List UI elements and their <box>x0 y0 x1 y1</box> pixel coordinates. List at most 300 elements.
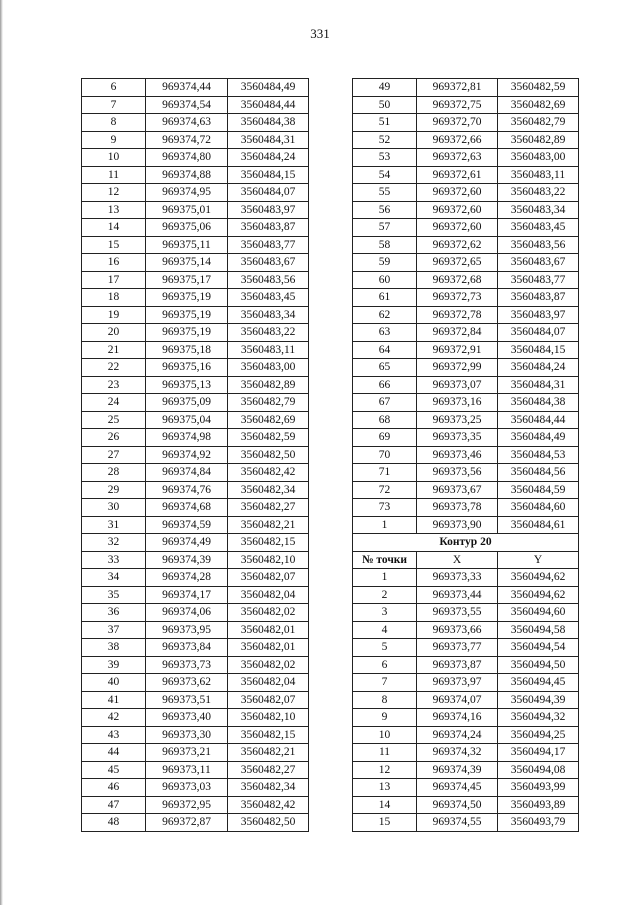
table-row <box>353 166 579 184</box>
table-row <box>353 744 579 762</box>
x-coordinate-cell: 969373,84 <box>146 639 228 657</box>
x-coordinate-cell: 969373,67 <box>417 481 498 499</box>
y-coordinate-cell: 3560482,27 <box>228 761 309 779</box>
table-row <box>353 604 579 622</box>
x-coordinate-cell: 969375,06 <box>146 219 228 237</box>
table-row <box>82 516 309 534</box>
coordinates-table-right-bottom-body <box>353 569 579 832</box>
point-number-cell: 8 <box>82 114 146 132</box>
x-coordinate-cell: 969375,11 <box>146 236 228 254</box>
page-number: 331 <box>310 26 330 41</box>
y-coordinate-cell: 3560482,15 <box>228 726 309 744</box>
x-coordinate-cell: 969373,03 <box>146 779 228 797</box>
x-coordinate-cell: 969375,18 <box>146 341 228 359</box>
table-row <box>353 394 579 412</box>
y-coordinate-cell: 3560483,22 <box>498 184 579 202</box>
point-number-cell: 2 <box>353 586 417 604</box>
x-coordinate-cell: 969374,88 <box>146 166 228 184</box>
point-number-cell: 39 <box>82 656 146 674</box>
x-coordinate-cell: 969372,70 <box>417 114 498 132</box>
x-coordinate-cell: 969372,68 <box>417 271 498 289</box>
contour-title-row <box>353 534 579 552</box>
x-coordinate-cell: 969374,06 <box>146 604 228 622</box>
table-row <box>82 271 309 289</box>
table-row <box>82 114 309 132</box>
x-coordinate-cell: 969373,95 <box>146 621 228 639</box>
x-coordinate-cell: 969374,95 <box>146 184 228 202</box>
y-coordinate-cell: 3560482,34 <box>228 779 309 797</box>
point-number-cell: 12 <box>353 761 417 779</box>
table-row <box>82 569 309 587</box>
x-coordinate-cell: 969374,80 <box>146 149 228 167</box>
coordinates-table-right <box>352 78 579 832</box>
table-row <box>353 114 579 132</box>
point-number-cell: 13 <box>82 201 146 219</box>
point-number-cell: 67 <box>353 394 417 412</box>
y-coordinate-cell: 3560493,99 <box>498 779 579 797</box>
y-coordinate-cell: 3560494,17 <box>498 744 579 762</box>
table-row <box>82 289 309 307</box>
y-coordinate-cell: 3560483,56 <box>228 271 309 289</box>
table-row <box>82 446 309 464</box>
x-coordinate-cell: 969373,07 <box>417 376 498 394</box>
y-coordinate-cell: 3560483,56 <box>498 236 579 254</box>
point-number-cell: 61 <box>353 289 417 307</box>
point-number-cell: 43 <box>82 726 146 744</box>
table-row <box>353 481 579 499</box>
table-row <box>353 79 579 97</box>
point-number-cell: 15 <box>82 236 146 254</box>
point-number-cell: 10 <box>353 726 417 744</box>
coordinates-table-right-top-body <box>353 79 579 534</box>
point-number-cell: 49 <box>353 79 417 97</box>
table-row <box>353 726 579 744</box>
y-coordinate-cell: 3560484,31 <box>498 376 579 394</box>
y-coordinate-cell: 3560483,34 <box>228 306 309 324</box>
table-row <box>82 604 309 622</box>
point-number-cell: 37 <box>82 621 146 639</box>
table-row <box>82 236 309 254</box>
contour-column-header-row <box>353 551 579 569</box>
table-row <box>82 341 309 359</box>
point-number-cell: 9 <box>353 709 417 727</box>
point-number-cell: 47 <box>82 796 146 814</box>
coordinates-table-left-body <box>82 79 309 832</box>
point-number-cell: 40 <box>82 674 146 692</box>
x-coordinate-cell: 969373,66 <box>417 621 498 639</box>
table-row <box>353 376 579 394</box>
y-coordinate-cell: 3560482,89 <box>228 376 309 394</box>
table-row <box>353 254 579 272</box>
y-coordinate-cell: 3560484,44 <box>228 96 309 114</box>
point-number-cell: 38 <box>82 639 146 657</box>
point-number-cell: 24 <box>82 394 146 412</box>
table-row <box>82 359 309 377</box>
point-number-cell: 19 <box>82 306 146 324</box>
point-number-cell: 1 <box>353 516 417 534</box>
x-coordinate-cell: 969373,33 <box>417 569 498 587</box>
point-number-cell: 11 <box>353 744 417 762</box>
coordinates-table-left <box>81 78 309 832</box>
y-coordinate-cell: 3560482,42 <box>228 796 309 814</box>
y-coordinate-cell: 3560484,53 <box>498 446 579 464</box>
point-number-cell: 35 <box>82 586 146 604</box>
x-coordinate-cell: 969374,59 <box>146 516 228 534</box>
x-coordinate-cell: 969373,21 <box>146 744 228 762</box>
y-coordinate-cell: 3560494,32 <box>498 709 579 727</box>
point-number-cell: 73 <box>353 499 417 517</box>
point-number-cell: 15 <box>353 814 417 832</box>
x-coordinate-cell: 969372,84 <box>417 324 498 342</box>
y-coordinate-cell: 3560482,79 <box>228 394 309 412</box>
point-number-cell: 28 <box>82 464 146 482</box>
point-number-cell: 25 <box>82 411 146 429</box>
point-number-cell: 72 <box>353 481 417 499</box>
x-coordinate-cell: 969373,40 <box>146 709 228 727</box>
y-coordinate-cell: 3560494,25 <box>498 726 579 744</box>
y-coordinate-cell: 3560482,89 <box>498 131 579 149</box>
x-coordinate-cell: 969374,17 <box>146 586 228 604</box>
x-coordinate-cell: 969372,65 <box>417 254 498 272</box>
point-number-cell: 65 <box>353 359 417 377</box>
table-row <box>353 674 579 692</box>
x-coordinate-cell: 969375,14 <box>146 254 228 272</box>
table-row <box>353 639 579 657</box>
point-number-cell: 14 <box>82 219 146 237</box>
y-coordinate-cell: 3560494,08 <box>498 761 579 779</box>
table-row <box>82 166 309 184</box>
table-row <box>82 674 309 692</box>
point-number-cell: 21 <box>82 341 146 359</box>
y-coordinate-cell: 3560482,69 <box>228 411 309 429</box>
x-coordinate-cell: 969373,97 <box>417 674 498 692</box>
point-number-cell: 69 <box>353 429 417 447</box>
point-number-cell: 68 <box>353 411 417 429</box>
y-coordinate-cell: 3560483,11 <box>228 341 309 359</box>
y-coordinate-cell: 3560484,38 <box>228 114 309 132</box>
y-coordinate-cell: 3560484,07 <box>228 184 309 202</box>
y-coordinate-cell: 3560484,24 <box>498 359 579 377</box>
table-row <box>353 411 579 429</box>
table-row <box>353 761 579 779</box>
x-coordinate-cell: 969372,60 <box>417 184 498 202</box>
x-coordinate-cell: 969374,07 <box>417 691 498 709</box>
table-row <box>82 551 309 569</box>
y-coordinate-cell: 3560482,01 <box>228 621 309 639</box>
point-number-cell: 59 <box>353 254 417 272</box>
table-row <box>353 271 579 289</box>
point-number-cell: 55 <box>353 184 417 202</box>
x-coordinate-cell: 969373,78 <box>417 499 498 517</box>
y-coordinate-cell: 3560483,87 <box>498 289 579 307</box>
y-coordinate-cell: 3560483,00 <box>498 149 579 167</box>
x-coordinate-cell: 969373,77 <box>417 639 498 657</box>
point-number-cell: 66 <box>353 376 417 394</box>
point-number-cell: 57 <box>353 219 417 237</box>
point-number-cell: 1 <box>353 569 417 587</box>
point-number-cell: 7 <box>353 674 417 692</box>
y-coordinate-cell: 3560482,07 <box>228 691 309 709</box>
y-coordinate-cell: 3560494,50 <box>498 656 579 674</box>
point-number-cell: 22 <box>82 359 146 377</box>
x-coordinate-cell: 969373,11 <box>146 761 228 779</box>
x-coordinate-cell: 969373,46 <box>417 446 498 464</box>
point-number-cell: 46 <box>82 779 146 797</box>
table-row <box>353 359 579 377</box>
point-number-cell: 30 <box>82 499 146 517</box>
x-coordinate-cell: 969372,61 <box>417 166 498 184</box>
y-coordinate-cell: 3560483,87 <box>228 219 309 237</box>
table-row <box>353 709 579 727</box>
x-coordinate-cell: 969375,19 <box>146 289 228 307</box>
table-row <box>82 254 309 272</box>
table-row <box>82 586 309 604</box>
y-coordinate-cell: 3560482,79 <box>498 114 579 132</box>
table-row <box>353 499 579 517</box>
y-coordinate-cell: 3560483,97 <box>228 201 309 219</box>
point-number-cell: 53 <box>353 149 417 167</box>
table-row <box>353 656 579 674</box>
x-coordinate-cell: 969374,63 <box>146 114 228 132</box>
x-coordinate-cell: 969374,68 <box>146 499 228 517</box>
table-row <box>353 779 579 797</box>
table-row <box>353 289 579 307</box>
table-row <box>353 691 579 709</box>
x-coordinate-cell: 969374,45 <box>417 779 498 797</box>
point-number-cell: 18 <box>82 289 146 307</box>
y-coordinate-cell: 3560482,42 <box>228 464 309 482</box>
x-coordinate-cell: 969374,92 <box>146 446 228 464</box>
x-coordinate-cell: 969374,55 <box>417 814 498 832</box>
x-coordinate-cell: 969372,62 <box>417 236 498 254</box>
table-row <box>353 201 579 219</box>
table-row <box>353 464 579 482</box>
table-row <box>353 184 579 202</box>
x-coordinate-cell: 969372,60 <box>417 219 498 237</box>
x-coordinate-cell: 969374,16 <box>417 709 498 727</box>
y-coordinate-cell: 3560482,04 <box>228 586 309 604</box>
point-number-cell: 8 <box>353 691 417 709</box>
table-row <box>82 429 309 447</box>
table-row <box>353 236 579 254</box>
y-coordinate-cell: 3560494,45 <box>498 674 579 692</box>
point-number-cell: 20 <box>82 324 146 342</box>
x-coordinate-cell: 969375,09 <box>146 394 228 412</box>
y-coordinate-cell: 3560493,89 <box>498 796 579 814</box>
point-number-cell: 5 <box>353 639 417 657</box>
x-coordinate-cell: 969373,35 <box>417 429 498 447</box>
table-row <box>353 429 579 447</box>
table-row <box>353 96 579 114</box>
point-number-cell: 7 <box>82 96 146 114</box>
table-row <box>82 394 309 412</box>
y-coordinate-cell: 3560484,44 <box>498 411 579 429</box>
x-coordinate-cell: 969372,91 <box>417 341 498 359</box>
y-coordinate-cell: 3560484,24 <box>228 149 309 167</box>
x-coordinate-cell: 969372,78 <box>417 306 498 324</box>
contour-header-block <box>353 534 579 569</box>
x-coordinate-cell: 969374,84 <box>146 464 228 482</box>
point-number-cell: 50 <box>353 96 417 114</box>
y-coordinate-cell: 3560484,59 <box>498 481 579 499</box>
table-row <box>82 219 309 237</box>
y-coordinate-cell: 3560482,01 <box>228 639 309 657</box>
contour-title: Контур 20 <box>353 534 579 552</box>
x-coordinate-cell: 969375,19 <box>146 324 228 342</box>
point-number-cell: 31 <box>82 516 146 534</box>
point-number-cell: 71 <box>353 464 417 482</box>
point-number-cell: 33 <box>82 551 146 569</box>
point-number-cell: 48 <box>82 814 146 832</box>
x-coordinate-cell: 969372,60 <box>417 201 498 219</box>
y-coordinate-cell: 3560482,02 <box>228 656 309 674</box>
y-coordinate-cell: 3560482,34 <box>228 481 309 499</box>
y-coordinate-cell: 3560484,56 <box>498 464 579 482</box>
y-coordinate-cell: 3560494,54 <box>498 639 579 657</box>
table-row <box>82 796 309 814</box>
x-coordinate-cell: 969373,90 <box>417 516 498 534</box>
y-coordinate-cell: 3560483,11 <box>498 166 579 184</box>
y-coordinate-cell: 3560482,27 <box>228 499 309 517</box>
x-coordinate-cell: 969374,28 <box>146 569 228 587</box>
y-coordinate-cell: 3560483,67 <box>498 254 579 272</box>
y-coordinate-cell: 3560484,60 <box>498 499 579 517</box>
point-number-cell: 64 <box>353 341 417 359</box>
x-coordinate-cell: 969373,44 <box>417 586 498 604</box>
y-coordinate-cell: 3560494,39 <box>498 691 579 709</box>
x-coordinate-cell: 969373,30 <box>146 726 228 744</box>
table-row <box>82 79 309 97</box>
y-coordinate-cell: 3560484,49 <box>228 79 309 97</box>
x-coordinate-cell: 969375,16 <box>146 359 228 377</box>
table-row <box>82 691 309 709</box>
table-row <box>82 639 309 657</box>
y-coordinate-cell: 3560484,15 <box>498 341 579 359</box>
y-coordinate-cell: 3560482,10 <box>228 709 309 727</box>
x-coordinate-cell: 969375,19 <box>146 306 228 324</box>
x-coordinate-cell: 969375,13 <box>146 376 228 394</box>
table-row <box>82 306 309 324</box>
y-coordinate-cell: 3560482,07 <box>228 569 309 587</box>
y-coordinate-cell: 3560484,61 <box>498 516 579 534</box>
point-number-cell: 63 <box>353 324 417 342</box>
x-coordinate-cell: 969375,17 <box>146 271 228 289</box>
table-row <box>353 586 579 604</box>
y-coordinate-cell: 3560482,69 <box>498 96 579 114</box>
x-coordinate-cell: 969374,24 <box>417 726 498 744</box>
x-coordinate-cell: 969372,87 <box>146 814 228 832</box>
y-coordinate-cell: 3560484,07 <box>498 324 579 342</box>
y-coordinate-cell: 3560483,97 <box>498 306 579 324</box>
table-row <box>82 499 309 517</box>
point-number-cell: 56 <box>353 201 417 219</box>
scan-edge <box>0 0 3 905</box>
y-coordinate-cell: 3560482,21 <box>228 744 309 762</box>
x-coordinate-cell: 969373,55 <box>417 604 498 622</box>
y-coordinate-cell: 3560494,62 <box>498 586 579 604</box>
point-number-cell: 13 <box>353 779 417 797</box>
point-number-cell: 4 <box>353 621 417 639</box>
table-row <box>82 814 309 832</box>
point-number-cell: 9 <box>82 131 146 149</box>
point-number-cell: 29 <box>82 481 146 499</box>
x-coordinate-cell: 969373,62 <box>146 674 228 692</box>
x-coordinate-cell: 969372,75 <box>417 96 498 114</box>
x-coordinate-cell: 969372,66 <box>417 131 498 149</box>
point-number-cell: 60 <box>353 271 417 289</box>
x-coordinate-cell: 969373,73 <box>146 656 228 674</box>
table-row <box>82 376 309 394</box>
table-row <box>82 481 309 499</box>
y-coordinate-cell: 3560483,45 <box>228 289 309 307</box>
x-coordinate-cell: 969374,39 <box>146 551 228 569</box>
point-number-cell: 45 <box>82 761 146 779</box>
y-coordinate-cell: 3560483,67 <box>228 254 309 272</box>
y-coordinate-cell: 3560484,38 <box>498 394 579 412</box>
x-coordinate-cell: 969372,73 <box>417 289 498 307</box>
table-row <box>82 534 309 552</box>
table-row <box>353 796 579 814</box>
point-number-cell: 11 <box>82 166 146 184</box>
point-number-cell: 41 <box>82 691 146 709</box>
x-coordinate-cell: 969374,49 <box>146 534 228 552</box>
x-coordinate-cell: 969375,04 <box>146 411 228 429</box>
point-number-cell: 17 <box>82 271 146 289</box>
x-coordinate-cell: 969373,16 <box>417 394 498 412</box>
point-number-header: № точки <box>353 551 417 569</box>
x-coordinate-cell: 969372,81 <box>417 79 498 97</box>
point-number-cell: 6 <box>82 79 146 97</box>
point-number-cell: 34 <box>82 569 146 587</box>
point-number-cell: 58 <box>353 236 417 254</box>
table-row <box>353 324 579 342</box>
table-row <box>82 779 309 797</box>
y-coordinate-cell: 3560483,00 <box>228 359 309 377</box>
table-row <box>82 709 309 727</box>
y-coordinate-cell: 3560482,02 <box>228 604 309 622</box>
y-coordinate-cell: 3560482,59 <box>228 429 309 447</box>
y-header: Y <box>498 551 579 569</box>
table-row <box>353 621 579 639</box>
y-coordinate-cell: 3560484,15 <box>228 166 309 184</box>
table-row <box>82 201 309 219</box>
x-coordinate-cell: 969375,01 <box>146 201 228 219</box>
x-coordinate-cell: 969373,87 <box>417 656 498 674</box>
y-coordinate-cell: 3560482,59 <box>498 79 579 97</box>
point-number-cell: 51 <box>353 114 417 132</box>
table-row <box>353 516 579 534</box>
x-coordinate-cell: 969374,98 <box>146 429 228 447</box>
x-coordinate-cell: 969374,32 <box>417 744 498 762</box>
table-row <box>82 411 309 429</box>
y-coordinate-cell: 3560493,79 <box>498 814 579 832</box>
point-number-cell: 44 <box>82 744 146 762</box>
y-coordinate-cell: 3560483,22 <box>228 324 309 342</box>
point-number-cell: 6 <box>353 656 417 674</box>
table-row <box>353 569 579 587</box>
x-coordinate-cell: 969374,50 <box>417 796 498 814</box>
table-row <box>82 131 309 149</box>
point-number-cell: 26 <box>82 429 146 447</box>
x-header: X <box>417 551 498 569</box>
y-coordinate-cell: 3560484,31 <box>228 131 309 149</box>
x-coordinate-cell: 969374,39 <box>417 761 498 779</box>
point-number-cell: 27 <box>82 446 146 464</box>
table-row <box>353 149 579 167</box>
table-row <box>82 464 309 482</box>
table-row <box>82 149 309 167</box>
point-number-cell: 16 <box>82 254 146 272</box>
